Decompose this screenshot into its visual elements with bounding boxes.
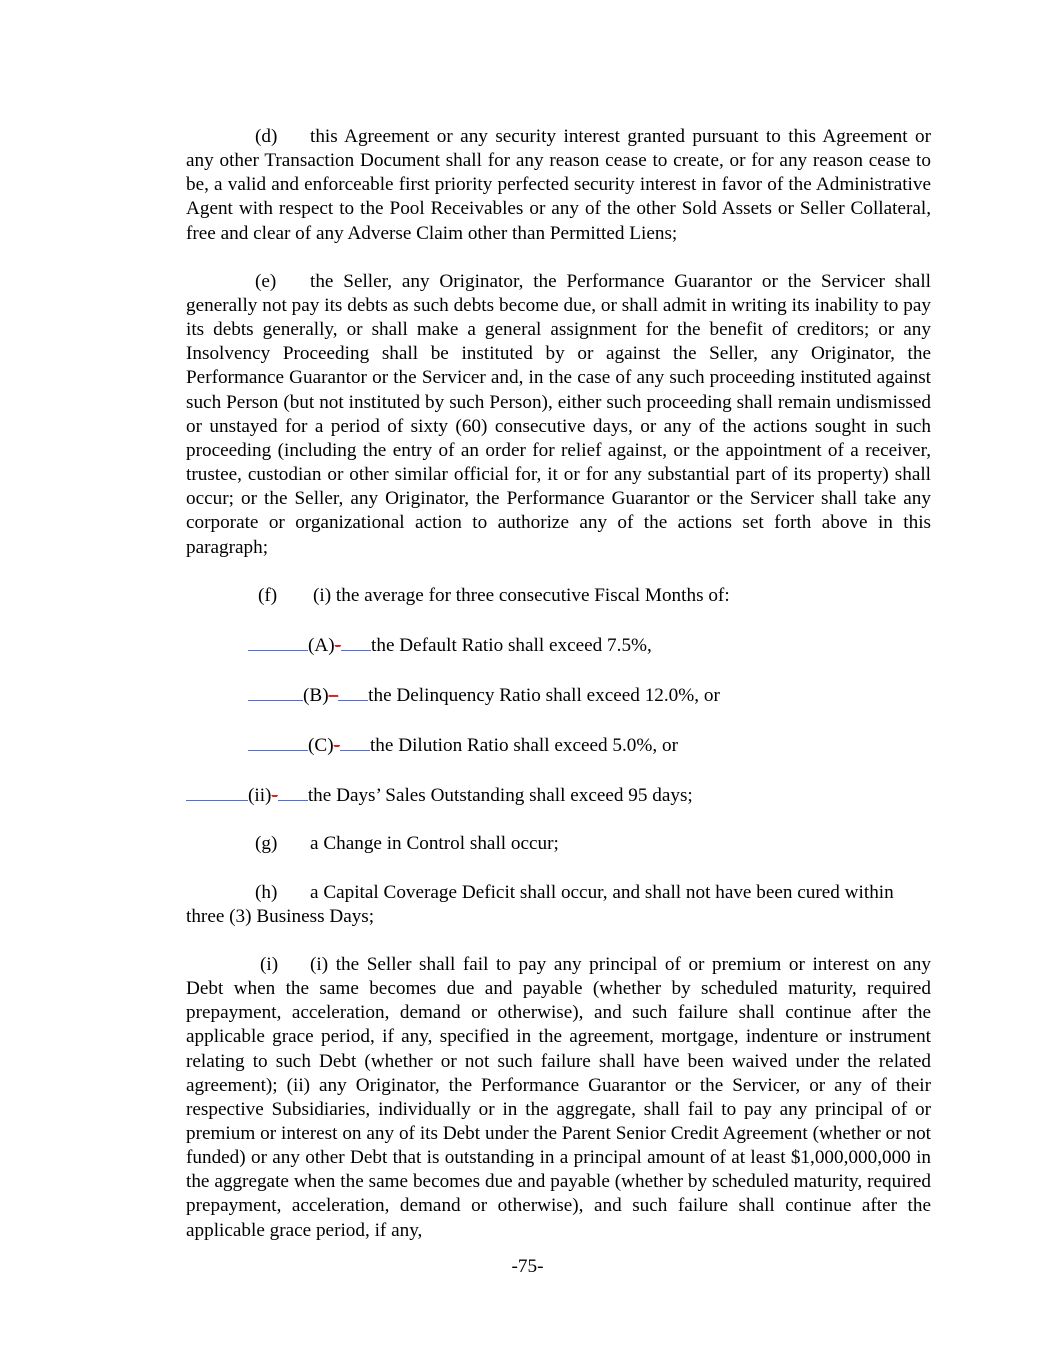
insertion-marker: [341, 632, 371, 651]
paragraph-f-item-ii: [186, 782, 931, 808]
paragraph-g: [186, 832, 931, 856]
paragraph-e-label: (e): [255, 270, 277, 292]
paragraph-h: [186, 881, 931, 929]
paragraph-d-label: (d): [255, 126, 278, 147]
deletion-mark: –: [328, 684, 339, 706]
deletion-mark: -: [333, 735, 340, 757]
page-number: -75-: [511, 1256, 544, 1277]
insertion-marker: [186, 782, 248, 801]
paragraph-h-text: a Capital Coverage Deficit shall occur, and shall not have been cured within three (3) Business Days;: [186, 881, 894, 927]
paragraph-f-item-a: [186, 632, 931, 658]
item-a-label: (A): [308, 634, 335, 656]
paragraph-e-text: the Seller, any Originator, the Performance Guarantor or the Servicer shall generally not pay its debts as such debts become due, or shall admit in writing its inability to pay its debts generally, or shall make a general assignment for the benefit of creditors; or any Insolvency Proceeding shall be instituted by or against the Seller, any Originator, the Performance Guarantor or the Servicer and, in the case of any such proceeding instituted against such Person (but not instituted by such Person), either such proceeding shall remain undismissed or unstayed for a period of sixty (60) consecutive days, or any of the actions sought in such proceeding (including the entry of an order for relief against, or the appointment of a receiver, trustee, custodian or other similar official for, it or for any substantial part of its property) shall occur; or the Seller, any Originator, the Performance Guarantor or the Servicer shall take any corporate or organizational action to authorize any of the actions set forth above in this paragraph;: [186, 270, 931, 558]
insertion-marker: [248, 682, 303, 701]
document-body: [186, 125, 931, 1267]
paragraph-f-label: (f): [258, 584, 278, 606]
deletion-mark: -: [271, 785, 278, 807]
insertion-marker: [340, 732, 370, 751]
paragraph-f-item-c: [186, 732, 931, 758]
insertion-marker: [248, 632, 308, 651]
paragraph-f-item-b: [186, 682, 931, 708]
paragraph-g-text: a Change in Control shall occur;: [310, 833, 559, 855]
insertion-marker: [248, 732, 308, 751]
paragraph-f-text: (i) the average for three consecutive Fiscal Months of:: [313, 584, 730, 606]
paragraph-i-text: (i) the Seller shall fail to pay any principal of or premium or interest on any Debt when the same becomes due and payable (whether by scheduled maturity, required prepayment, acceleration, demand or otherwise), and such failure shall continue after the applicable grace period, if any, specified in the agreement, mortgage, indenture or instrument relating to such Debt (whether or not such failure shall have been waived under the related agreement); (ii) any Originator, the Performance Guarantor or the Servicer, or any of their respective Subsidiaries, individually or in the aggregate, shall fail to pay any principal of or premium or interest on any of its Debt under the Parent Senior Credit Agreement (whether or not funded) or any other Debt that is outstanding in a principal amount of at least $1,000,000,000 in the aggregate when the same becomes due and payable (whether by scheduled maturity, required prepayment, acceleration, demand or otherwise), and such failure shall continue after the applicable grace period, if any,: [186, 953, 931, 1241]
item-c-text: the Dilution Ratio shall exceed 5.0%, or: [369, 735, 678, 757]
paragraph-d-text: this Agreement or any security interest granted pursuant to this Agreement or any other Transaction Document shall for any reason cease to create, or for any reason cease to be, a valid and enforceable first priority perfected security interest in favor of the Administrative Agent with respect to the Pool Receivables or any of the other Sold Assets or Seller Collateral, free and clear of any Adverse Claim other than Permitted Liens;: [186, 126, 931, 244]
item-b-label: (B): [303, 684, 329, 706]
item-c-label: (C): [308, 735, 334, 757]
paragraph-d: [186, 125, 931, 246]
item-ii-text: the Days’ Sales Outstanding shall exceed 95 days;: [307, 785, 693, 807]
paragraph-e: [186, 270, 931, 560]
paragraph-i-label: (i): [260, 953, 279, 975]
paragraph-g-label: (g): [255, 833, 278, 855]
paragraph-h-label: (h): [255, 881, 278, 903]
item-a-text: the Default Ratio shall exceed 7.5%,: [371, 634, 652, 656]
insertion-marker: [278, 782, 308, 801]
paragraph-i: [186, 953, 931, 1243]
item-b-text: the Delinquency Ratio shall exceed 12.0%, or: [368, 684, 720, 706]
insertion-marker: [338, 682, 368, 701]
paragraph-f: [186, 584, 931, 608]
deletion-mark: -: [334, 634, 342, 656]
item-ii-label: (ii): [248, 785, 272, 807]
